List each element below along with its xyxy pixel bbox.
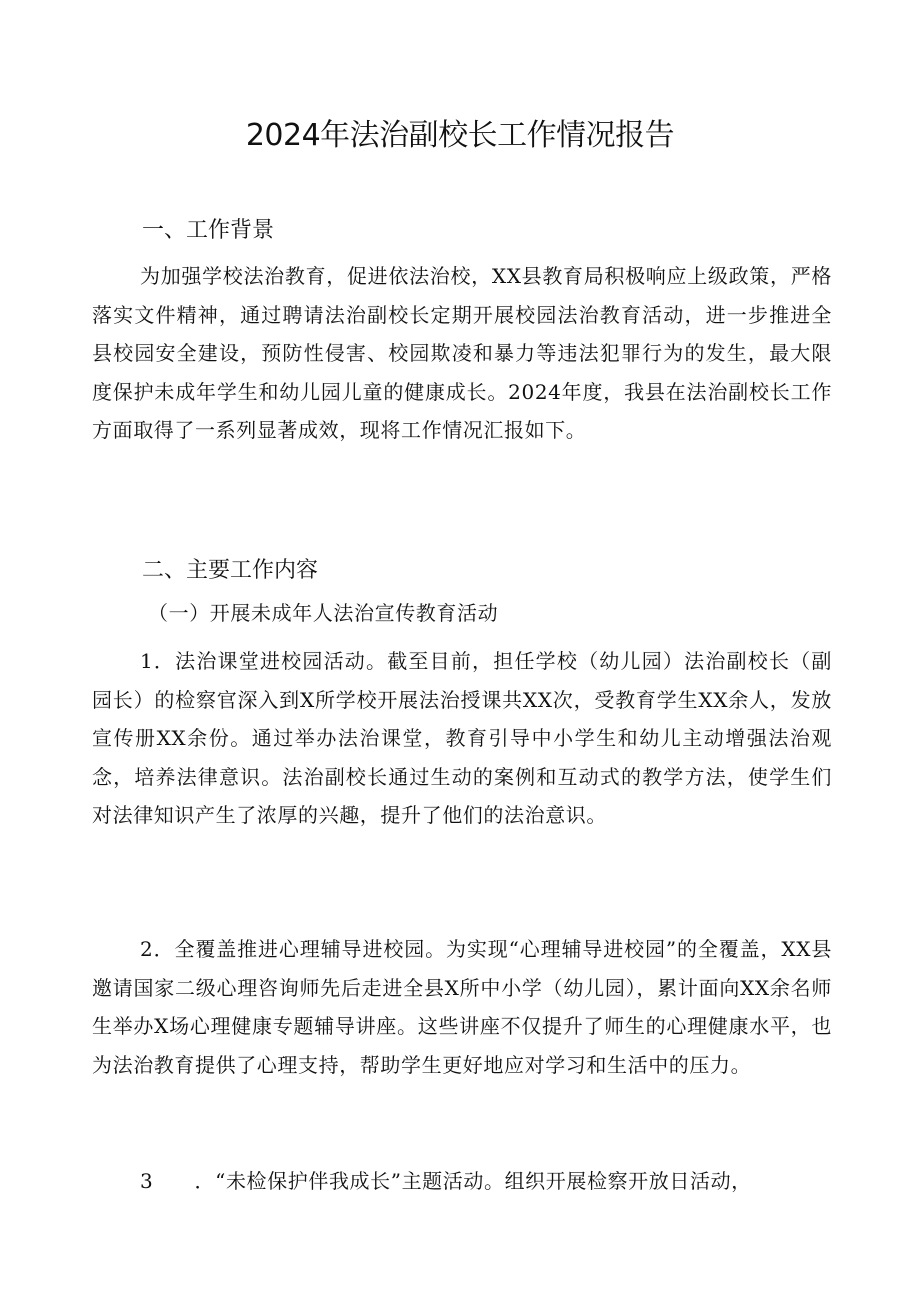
section-heading-background: 一、工作背景 (142, 218, 275, 243)
subsection-heading-legal-education: （一）开展未成年人法治宣传教育活动 (148, 601, 499, 625)
paragraph-background: 为加强学校法治教育，促进依法治校，XX县教育局积极响应上级政策，严格落实文件精神，通过聘请法治副校长定期开展校园法治教育活动，进一步推进全县校园安全建设，预防性侵害、校园欺凌和暴力等违法犯罪行为的发生，最大限度保护未成年学生和幼儿园儿童的健康成长。2024年度，我县在法治副校长工作方面取得了一系列显著成效，现将工作情况汇报如下。 (92, 264, 832, 442)
paragraph-item-2: 2．全覆盖推进心理辅导进校园。为实现“心理辅导进校园”的全覆盖，XX县邀请国家二级心理咨询师先后走进全县X所中小学（幼儿园），累计面向XX余名师生举办X场心理健康专题辅导讲座。这些讲座不仅提升了师生的心理健康水平，也为法治教育提供了心理支持，帮助学生更好地应对学习和生活中的压力。 (92, 937, 832, 1077)
paragraph-item-3: 3 ．“未检保护伴我成长”主题活动。组织开展检察开放日活动， (140, 1169, 752, 1193)
document-title: 2024年法治副校长工作情况报告 (245, 118, 675, 153)
paragraph-item-1: 1．法治课堂进校园活动。截至目前，担任学校（幼儿园）法治副校长（副园长）的检察官深入到X所学校开展法治授课共XX次，受教育学生XX余人，发放宣传册XX余份。通过举办法治课堂，教育引导中小学生和幼儿主动增强法治观念，培养法律意识。法治副校长通过生动的案例和互动式的教学方法，使学生们对法律知识产生了浓厚的兴趣，提升了他们的法治意识。 (92, 649, 832, 827)
section-heading-main-work: 二、主要工作内容 (142, 558, 319, 583)
